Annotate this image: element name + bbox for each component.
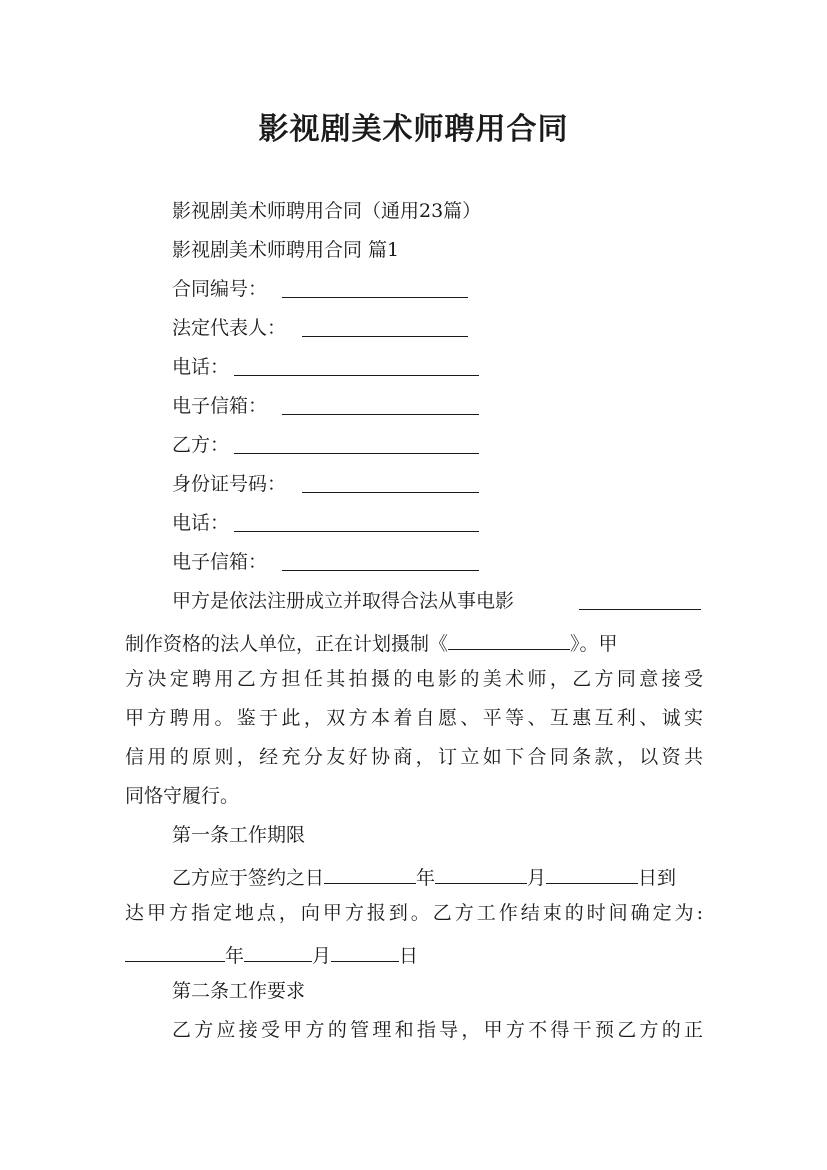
article-1-heading: 第一条工作期限 bbox=[172, 824, 306, 846]
party-a-email-blank bbox=[282, 414, 479, 415]
article-1-line-1 bbox=[172, 865, 676, 888]
end-month-label: 月 bbox=[312, 945, 332, 967]
contract-number-blank bbox=[282, 297, 468, 298]
article-1-line-2: 达甲方指定地点，向甲方报到。乙方工作结束的时间确定为: bbox=[125, 902, 703, 924]
party-b-phone-label: 电话： bbox=[172, 512, 230, 534]
id-number-label: 身份证号码： bbox=[172, 473, 287, 495]
party-b-blank bbox=[234, 453, 479, 454]
section-heading: 影视剧美术师聘用合同 篇1 bbox=[172, 239, 400, 261]
start-year-blank bbox=[324, 865, 416, 884]
start-day-label: 日到 bbox=[638, 867, 677, 889]
party-a-email-label: 电子信箱： bbox=[172, 395, 268, 417]
intro-line-5: 信用的原则，经充分友好协商，订立如下合同条款，以资共 bbox=[125, 746, 703, 768]
article-2-line-1: 乙方应接受甲方的管理和指导，甲方不得干预乙方的正 bbox=[172, 1019, 703, 1041]
intro-line-2 bbox=[125, 631, 703, 654]
article-2-heading: 第二条工作要求 bbox=[172, 980, 306, 1002]
start-month-label: 月 bbox=[527, 867, 547, 889]
intro-line-4: 甲方聘用。鉴于此，双方本着自愿、平等、互惠互利、诚实 bbox=[125, 707, 703, 729]
start-month-blank bbox=[435, 865, 527, 884]
intro-line-3: 方决定聘用乙方担任其拍摄的电影的美术师，乙方同意接受 bbox=[125, 668, 703, 690]
document-title: 影视剧美术师聘用合同 bbox=[258, 112, 569, 147]
article-1-line-3 bbox=[125, 943, 418, 966]
end-year-label: 年 bbox=[225, 945, 245, 967]
party-a-phone-blank bbox=[234, 375, 479, 376]
intro-line-2-end: 》。甲 bbox=[570, 633, 618, 655]
party-b-email-label: 电子信箱： bbox=[172, 551, 268, 573]
intro-line-1: 甲方是依法注册成立并取得合法从事电影 bbox=[172, 590, 515, 612]
party-b-phone-blank bbox=[234, 531, 479, 532]
legal-representative-label: 法定代表人： bbox=[172, 317, 287, 339]
start-year-label: 年 bbox=[416, 867, 436, 889]
intro-line-6: 同恪守履行。 bbox=[125, 785, 240, 807]
start-day-blank bbox=[546, 865, 638, 884]
intro-line-2-text: 制作资格的法人单位，正在计划摄制《 bbox=[125, 633, 449, 655]
legal-representative-blank bbox=[302, 336, 468, 337]
end-day-blank bbox=[331, 943, 399, 962]
end-day-label: 日 bbox=[399, 945, 419, 967]
article-1-start-text: 乙方应于签约之日 bbox=[172, 867, 325, 889]
film-title-blank bbox=[448, 631, 570, 650]
end-year-blank bbox=[125, 943, 225, 962]
contract-number-label: 合同编号： bbox=[172, 278, 268, 300]
party-b-label: 乙方： bbox=[172, 434, 230, 456]
end-month-blank bbox=[244, 943, 312, 962]
document-subtitle: 影视剧美术师聘用合同（通用23篇） bbox=[172, 200, 482, 222]
film-type-blank bbox=[579, 609, 701, 610]
party-b-email-blank bbox=[282, 570, 479, 571]
party-a-phone-label: 电话： bbox=[172, 356, 230, 378]
id-number-blank bbox=[302, 492, 479, 493]
